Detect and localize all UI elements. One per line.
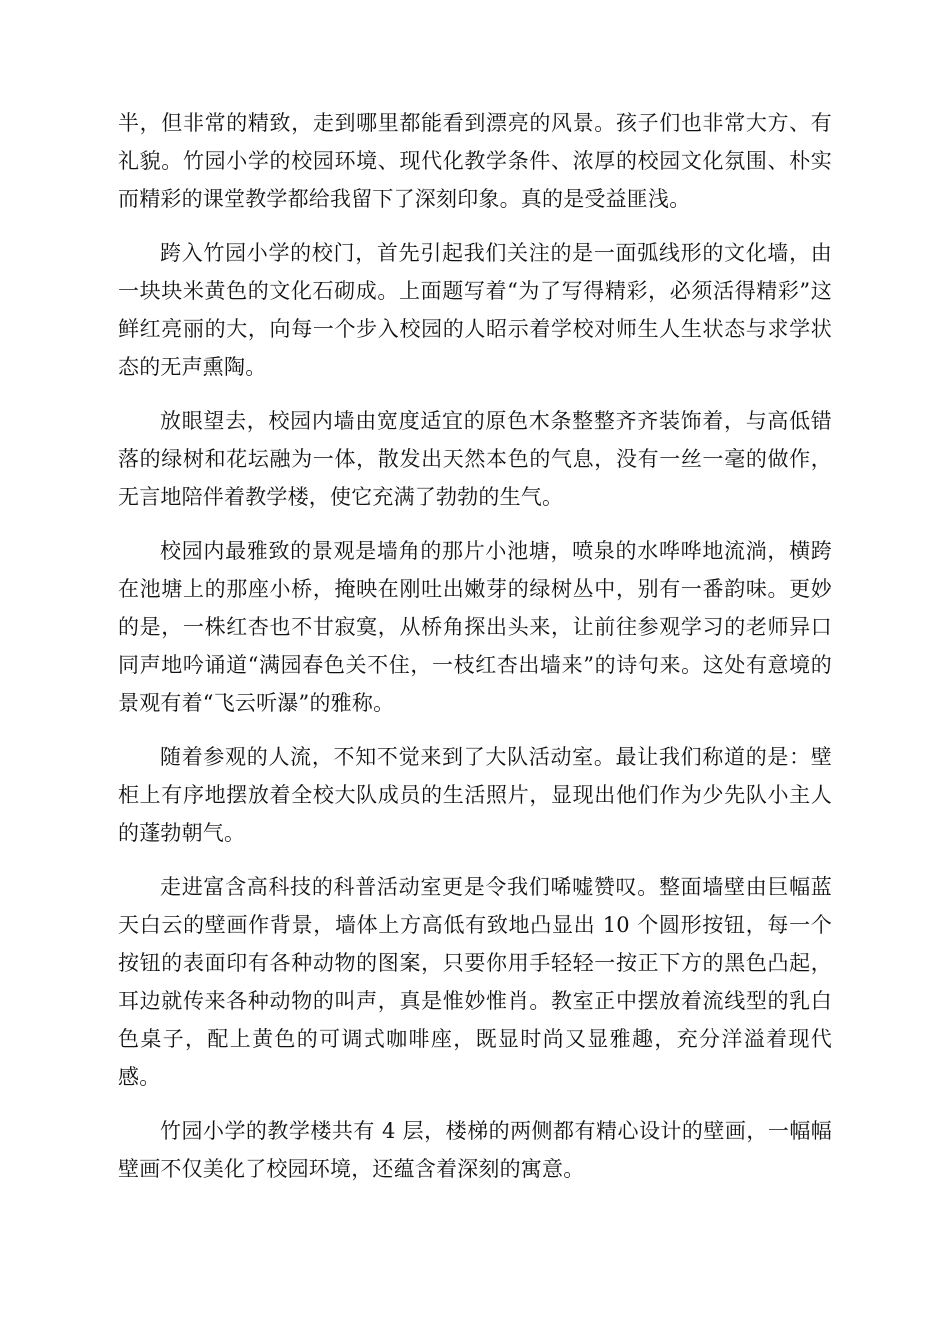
paragraph-activity-room: 随着参观的人流，不知不觉来到了大队活动室。最让我们称道的是：壁柜上有序地摆放着全校大队成员的生活照片，显现出他们作为少先队小主人的蓬勃朝气。 [118,745,832,845]
paragraph-science-room: 走进富含高科技的科普活动室更是令我们唏嘘赞叹。整面墙壁由巨幅蓝天白云的壁画作背景，墙体上方高低有致地凸显出 10 个圆形按钮，每一个按钮的表面印有各种动物的图案，只要你用手轻轻一按正下方的黑色凸起，耳边就传来各种动物的叫声，真是惟妙惟肖。教室正中摆放着流线型的乳白色桌子，配上黄色的可调式咖啡座，既显时尚又显雅趣，充分洋溢着现代感。 [118,875,832,1089]
document-body [118,104,832,1204]
paragraph-campus-walls: 放眼望去，校园内墙由宽度适宜的原色木条整整齐齐装饰着，与高低错落的绿树和花坛融为一体，散发出天然本色的气息，没有一丝一毫的做作，无言地陪伴着教学楼，使它充满了勃勃的生气。 [118,409,832,509]
paragraph-continued: 半，但非常的精致，走到哪里都能看到漂亮的风景。孩子们也非常大方、有礼貌。竹园小学的校园环境、现代化教学条件、浓厚的校园文化氛围、朴实而精彩的课堂教学都给我留下了深刻印象。真的是受益匪浅。 [118,111,832,211]
paragraph-teaching-building: 竹园小学的教学楼共有 4 层，楼梯的两侧都有精心设计的壁画，一幅幅壁画不仅美化了校园环境，还蕴含着深刻的寓意。 [118,1119,832,1181]
paragraph-culture-wall: 跨入竹园小学的校门，首先引起我们关注的是一面弧线形的文化墙，由一块块米黄色的文化石砌成。上面题写着“为了写得精彩，必须活得精彩”这鲜红亮丽的大，向每一个步入校园的人昭示着学校对师生人生状态与求学状态的无声熏陶。 [118,241,832,379]
paragraph-pond: 校园内最雅致的景观是墙角的那片小池塘，喷泉的水哗哗地流淌，横跨在池塘上的那座小桥，掩映在刚吐出嫩芽的绿树丛中，别有一番韵味。更妙的是，一株红杏也不甘寂寞，从桥角探出头来，让前往参观学习的老师异口同声地吟诵道“满园春色关不住，一枝红杏出墙来”的诗句来。这处有意境的景观有着“飞云听瀑”的雅称。 [118,539,832,715]
